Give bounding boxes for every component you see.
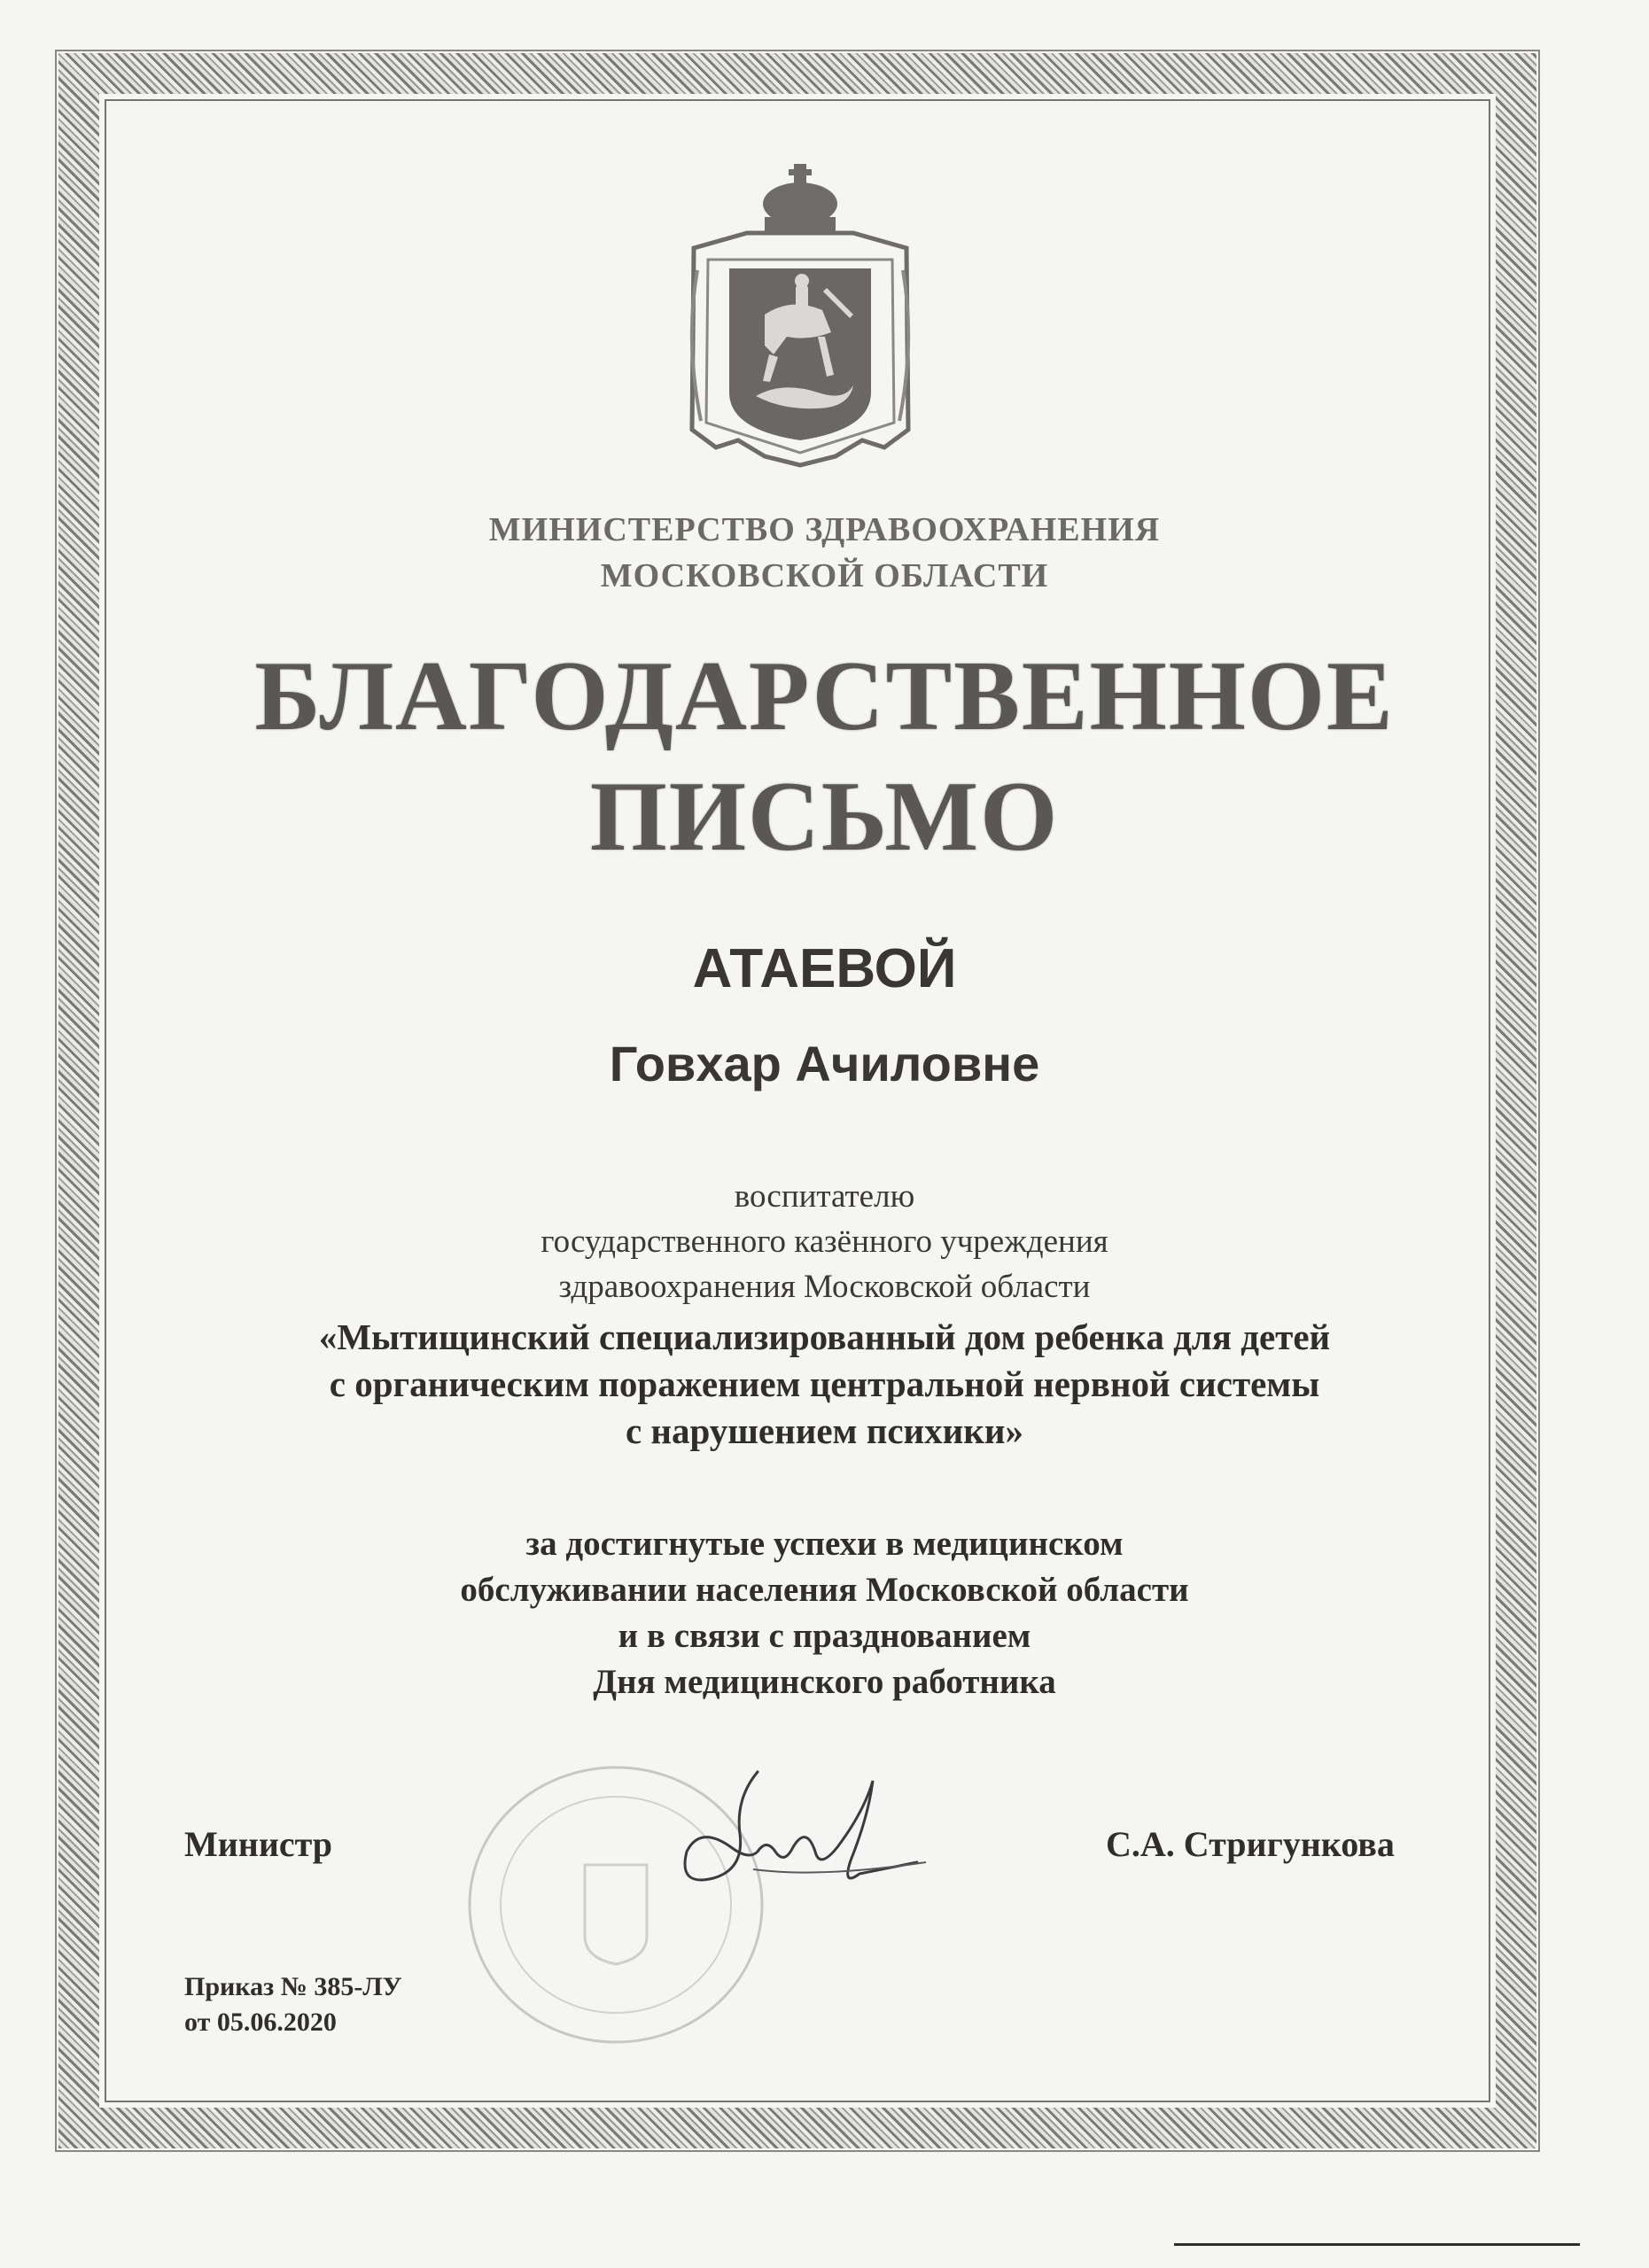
- order-date: от 05.06.2020: [184, 2008, 337, 2037]
- ministry-line-1: МИНИСТЕРСТВО ЗДРАВООХРАНЕНИЯ: [488, 511, 1161, 548]
- recipient-surname: АТАЕВОЙ: [692, 938, 957, 999]
- institution-line-2: с органическим поражением центральной нервной системы: [329, 1363, 1320, 1404]
- title-line-2: ПИСЬМО: [589, 762, 1060, 872]
- reason-line-2: обслуживании населения Московской области: [460, 1571, 1189, 1609]
- institution-line-1: «Мытищинский специализированный дом ребенка для детей: [318, 1317, 1331, 1357]
- position-line-2: государственного казённого учреждения: [541, 1223, 1108, 1260]
- handwritten-signature: [660, 1763, 944, 1931]
- award-reason: [0, 1521, 1649, 1705]
- coat-of-arms-emblem: [676, 164, 924, 470]
- reason-line-3: и в связи с празднованием: [618, 1617, 1031, 1655]
- signatory-role: Министр: [184, 1824, 333, 1864]
- order-reference: [184, 1969, 402, 2040]
- ministry-heading: [0, 507, 1649, 599]
- bottom-scan-line: [1174, 2243, 1580, 2246]
- recipient-name: Говхар Ачиловне: [609, 1036, 1040, 1091]
- title-line-1: БЛАГОДАРСТВЕННОЕ: [254, 641, 1395, 751]
- recipient-position: [0, 1174, 1649, 1309]
- position-line-1: воспитателю: [734, 1178, 915, 1215]
- ministry-line-2: МОСКОВСКОЙ ОБЛАСТИ: [600, 557, 1049, 594]
- institution-name: [0, 1314, 1649, 1455]
- reason-line-1: за достигнутые успехи в медицинском: [525, 1525, 1124, 1563]
- position-line-3: здравоохранения Московской области: [558, 1269, 1091, 1305]
- document-title: [0, 636, 1649, 877]
- reason-line-4: Дня медицинского работника: [593, 1663, 1056, 1701]
- order-number: Приказ № 385-ЛУ: [184, 1972, 402, 2001]
- institution-line-3: с нарушением психики»: [625, 1410, 1024, 1451]
- signatory-name: С.А. Стригункова: [1106, 1824, 1395, 1864]
